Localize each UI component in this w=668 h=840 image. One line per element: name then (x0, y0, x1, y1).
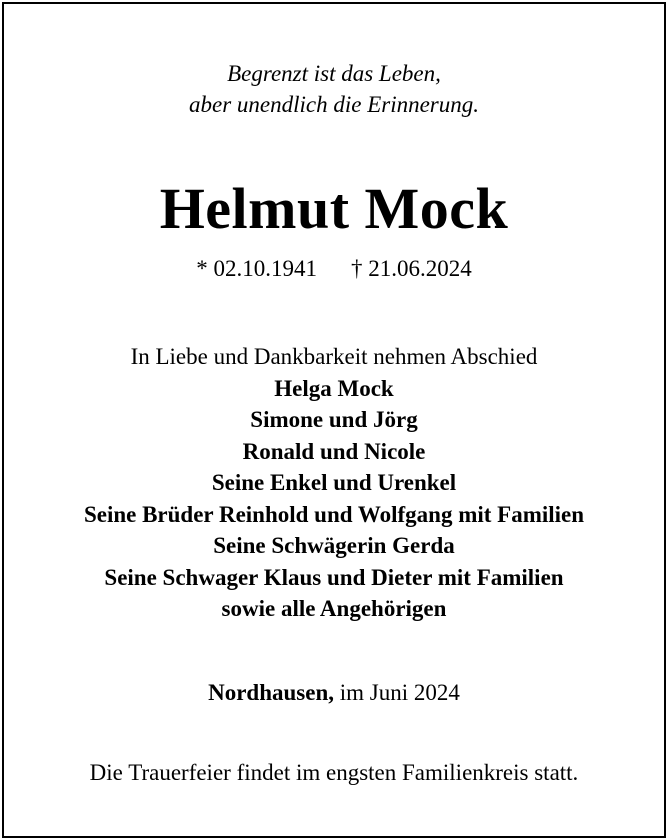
birth-date: * 02.10.1941 (196, 256, 317, 281)
obituary-notice (2, 2, 666, 838)
mourners-list (4, 341, 664, 625)
quote-line-1: Begrenzt ist das Leben, (227, 61, 441, 86)
life-dates (4, 254, 664, 284)
place-and-date (4, 677, 664, 708)
funeral-notice: Die Trauerfeier findet im engsten Familienkreis statt. (89, 760, 579, 785)
mourner-line: Seine Schwägerin Gerda (213, 533, 455, 558)
deceased-name: Helmut Mock (159, 176, 509, 241)
memorial-quote (4, 58, 664, 120)
place-date: im Juni 2024 (339, 680, 460, 705)
mourner-line: Seine Schwager Klaus und Dieter mit Familien (104, 564, 564, 590)
death-date: † 21.06.2024 (351, 256, 472, 281)
mourner-line: Simone und Jörg (250, 407, 418, 432)
mourner-line: Helga Mock (274, 375, 394, 401)
mourner-line: Ronald und Nicole (242, 438, 426, 464)
mourners-intro: In Liebe und Dankbarkeit nehmen Abschied (130, 344, 538, 369)
mourner-line: sowie alle Angehörigen (221, 596, 447, 621)
quote-line-2: aber unendlich die Erinnerung. (188, 92, 479, 117)
mourner-line: Seine Brüder Reinhold und Wolfgang mit Familien (83, 501, 585, 527)
mourner-line: Seine Enkel und Urenkel (211, 470, 457, 495)
place-city: Nordhausen, (208, 680, 335, 705)
